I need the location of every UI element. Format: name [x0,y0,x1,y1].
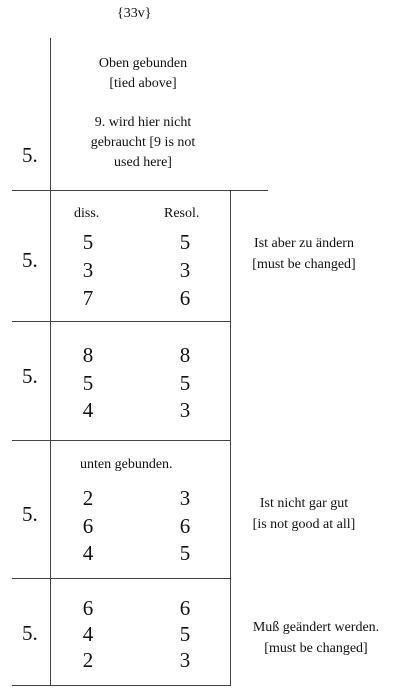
top-note-nine [60,113,226,173]
row-3-diss-3: 4 [82,541,94,565]
top-line-1: Oben gebunden [98,56,188,71]
rule-1 [12,321,231,322]
row-3-label: 5. [22,502,38,526]
row-4-note-line-1: Muß geändert werden. [252,620,380,635]
row-1-diss-1: 5 [82,230,94,254]
row-1-note-line-2: [must be changed] [252,257,356,272]
row-3-diss-1: 2 [82,486,94,510]
row-2-diss-1: 8 [82,343,94,367]
row-1-diss-2: 3 [82,258,94,282]
rule-top [12,190,268,191]
row-1-note-line-1: Ist aber zu ändern [254,236,354,251]
row-2-resol-2: 5 [179,371,191,395]
row-3-note-line-1: Ist nicht gar gut [259,496,349,511]
header-diss: diss. [74,206,100,221]
row-4-resol-1: 6 [179,596,191,620]
row-1-resol-2: 3 [179,258,191,282]
row-3-resol-3: 5 [179,541,191,565]
row-4-note [234,617,398,659]
row-3-resol-2: 6 [179,514,191,538]
row-1-label: 5. [22,248,38,272]
top-line-2: [tied above] [109,76,177,91]
row-1-resol-3: 6 [179,286,191,310]
row-2-resol-1: 8 [179,343,191,367]
row-label-top: 5. [22,143,38,167]
header-resol: Resol. [164,206,200,221]
row-4-resol-2: 5 [179,622,191,646]
row-2-label: 5. [22,364,38,388]
row-3-resol-1: 3 [179,486,191,510]
row-4-resol-3: 3 [179,648,191,672]
row-2-resol-3: 3 [179,398,191,422]
top-line-5: used here] [114,155,172,170]
row-1-diss-3: 7 [82,286,94,310]
rule-3 [12,578,231,579]
row-4-diss-1: 6 [82,596,94,620]
row-4-note-line-2: [must be changed] [264,641,368,656]
rule-bottom [12,685,231,686]
row-1-note [236,233,372,275]
row-3-diss-2: 6 [82,514,94,538]
rule-2 [12,440,231,441]
left-vertical-rule [50,38,51,686]
row-1-resol-1: 5 [179,230,191,254]
row-4-diss-3: 2 [82,648,94,672]
row-4-label: 5. [22,621,38,645]
row-3-note [236,493,372,535]
top-line-3: 9. wird hier nicht [94,115,192,130]
right-vertical-rule [230,190,231,686]
row-2-diss-3: 4 [82,398,94,422]
top-line-4: gebraucht [9 is not [90,135,196,150]
folio-label: {33v} [117,6,152,21]
top-note-tied-above [60,54,226,94]
row-2-diss-2: 5 [82,371,94,395]
row-3-caption: unten gebunden. [80,457,173,472]
row-4-diss-2: 4 [82,622,94,646]
row-3-note-line-2: [is not good at all] [252,517,356,532]
